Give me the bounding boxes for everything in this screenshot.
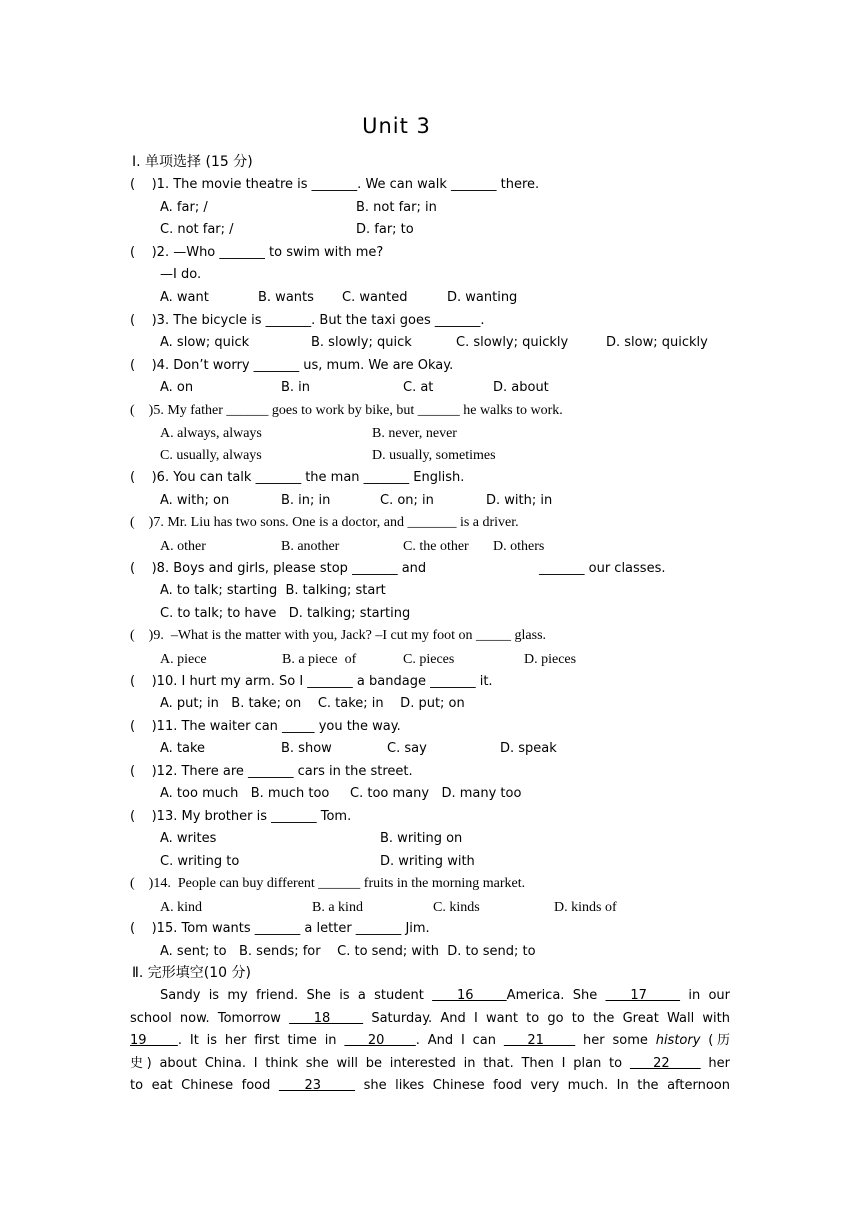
text-line: _______ our classes. — [539, 561, 666, 576]
text-line: D. far; to — [356, 222, 414, 237]
text-line: C. writing to — [160, 854, 240, 869]
text-line: C. pieces — [403, 652, 455, 667]
text-line: B. in; in — [281, 493, 331, 508]
text-line: ( )12. There are _______ cars in the street. — [130, 764, 413, 779]
text-line: B. show — [281, 741, 332, 756]
text-line: C. say — [387, 741, 427, 756]
text-line: D. about — [493, 380, 549, 395]
text-line: D. kinds of — [554, 900, 617, 915]
text-line: ( )8. Boys and girls, please stop _______ and — [130, 561, 427, 576]
text-line: A. always, always — [160, 426, 262, 441]
text-line: ( )9. –What is the matter with you, Jack? –I cut my foot on _____ glass. — [130, 628, 547, 643]
text-line: C. on; in — [380, 493, 434, 508]
passage-line: Sandy is my friend. She is a student 16 America. She 17 in our — [160, 988, 731, 1003]
text-line: ( )13. My brother is _______ Tom. — [130, 809, 352, 824]
passage-line: to eat Chinese food 23 she likes Chinese food very much. In the afternoon — [130, 1078, 730, 1093]
text-line: ( )11. The waiter can _____ you the way. — [130, 719, 401, 734]
section-heading-single-choice: Ⅰ. 单项选择 (15 分) — [132, 154, 253, 170]
page-title: Unit 3 — [362, 114, 431, 138]
text-line: ( )7. Mr. Liu has two sons. One is a doctor, and _______ is a driver. — [130, 515, 519, 530]
text-line: A. writes — [160, 831, 217, 846]
text-line: C. at — [403, 380, 434, 395]
text-line: A. kind — [160, 900, 202, 915]
text-line: A. too much B. much too C. too many D. many too — [160, 786, 522, 801]
text-line: B. never, never — [372, 426, 457, 441]
text-line: A. with; on — [160, 493, 230, 508]
passage-line: 史) about China. I think she will be interested in that. Then I plan to 22 her — [130, 1056, 731, 1071]
text-line: C. usually, always — [160, 448, 262, 463]
text-line: C. slowly; quickly — [456, 335, 569, 350]
text-line: ( )4. Don’t worry _______ us, mum. We are Okay. — [130, 358, 454, 373]
text-line: A. far; / — [160, 200, 208, 215]
text-line: A. take — [160, 741, 206, 756]
text-line: D. others — [493, 539, 545, 554]
text-line: C. to talk; to have D. talking; starting — [160, 606, 411, 621]
text-line: ( )6. You can talk _______ the man _______ English. — [130, 470, 465, 485]
text-line: A. to talk; starting B. talking; start — [160, 583, 386, 598]
text-line: C. not far; / — [160, 222, 234, 237]
text-line: A. put; in B. take; on C. take; in D. put; on — [160, 696, 465, 711]
text-line: A. piece — [160, 652, 207, 667]
text-line: ( )1. The movie theatre is _______. We can walk _______ there. — [130, 177, 540, 192]
text-line: A. other — [160, 539, 206, 554]
text-line: D. usually, sometimes — [372, 448, 496, 463]
text-line: D. slow; quickly — [606, 335, 708, 350]
text-line: D. speak — [500, 741, 557, 756]
text-line: B. slowly; quick — [311, 335, 412, 350]
text-line: B. wants — [258, 290, 314, 305]
text-line: A. sent; to B. sends; for C. to send; with D. to send; to — [160, 944, 536, 959]
passage-line: 19 . It is her first time in 20 . And I can 21 her some history (历 — [130, 1033, 731, 1048]
text-line: B. writing on — [380, 831, 463, 846]
text-line: ( )14. People can buy different ______ fruits in the morning market. — [130, 876, 526, 891]
section-heading-cloze: Ⅱ. 完形填空(10 分) — [132, 965, 251, 981]
text-line: B. in — [281, 380, 311, 395]
text-line: A. slow; quick — [160, 335, 250, 350]
text-line: ( )15. Tom wants _______ a letter _______ Jim. — [130, 921, 430, 936]
text-line: C. kinds — [433, 900, 480, 915]
text-line: D. with; in — [486, 493, 553, 508]
text-line: C. wanted — [342, 290, 408, 305]
text-line: ( )3. The bicycle is _______. But the taxi goes _______. — [130, 313, 485, 328]
text-line: —I do. — [160, 267, 202, 282]
text-line: C. the other — [403, 539, 469, 554]
text-line: A. on — [160, 380, 194, 395]
text-line: ( )10. I hurt my arm. So I _______ a bandage _______ it. — [130, 674, 493, 689]
text-line: ( )2. —Who _______ to swim with me? — [130, 245, 384, 260]
text-line: B. a piece of — [282, 652, 357, 667]
text-line: B. a kind — [312, 900, 363, 915]
text-line: B. not far; in — [356, 200, 437, 215]
text-line: B. another — [281, 539, 340, 554]
passage-line: school now. Tomorrow 18 Saturday. And I want to go to the Great Wall with — [130, 1011, 731, 1026]
text-line: D. writing with — [380, 854, 475, 869]
text-line: D. wanting — [447, 290, 518, 305]
text-line: D. pieces — [524, 652, 577, 667]
text-line: A. want — [160, 290, 209, 305]
text-line: ( )5. My father ______ goes to work by bike, but ______ he walks to work. — [130, 403, 563, 418]
